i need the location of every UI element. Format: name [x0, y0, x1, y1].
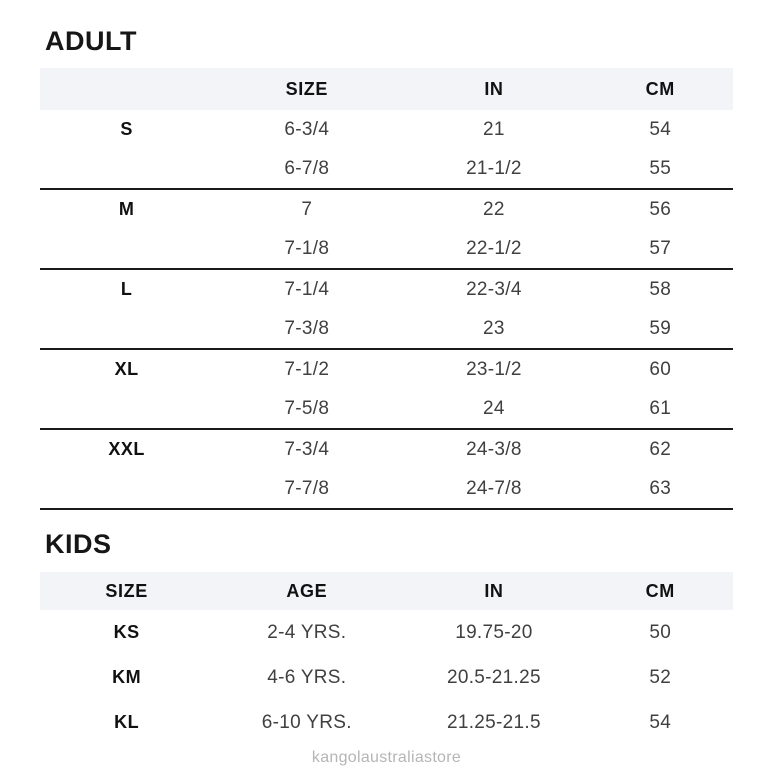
cell-age: 2-4 YRS.	[267, 621, 347, 643]
cell-in: 22	[483, 198, 505, 220]
watermark: kangolaustraliastore	[311, 749, 462, 766]
cell-cm: 57	[649, 237, 672, 259]
cell-cm: 61	[649, 397, 672, 419]
cell-size: 6-7/8	[284, 157, 330, 179]
row-label: L	[120, 279, 133, 299]
row-label: KS	[113, 622, 140, 642]
cell-cm: 55	[649, 157, 672, 179]
cell-in: 24-3/8	[466, 438, 522, 460]
row-label: KL	[114, 712, 140, 732]
size-group-s	[40, 110, 733, 190]
cell-size: 7-3/4	[284, 438, 330, 460]
size-group-xl	[40, 350, 733, 430]
adult-column-header-cm: CM	[645, 78, 675, 99]
cell-size: 7-5/8	[284, 397, 330, 419]
row-label: S	[120, 119, 133, 139]
cell-size: 7-1/2	[284, 358, 330, 380]
row-label: XXL	[108, 439, 145, 459]
cell-in: 22-3/4	[466, 278, 522, 300]
cell-cm: 54	[649, 711, 672, 733]
cell-cm: 50	[649, 621, 672, 643]
cell-in: 22-1/2	[466, 237, 522, 259]
cell-in: 21.25-21.5	[446, 711, 541, 733]
kids-column-header-size: SIZE	[105, 580, 148, 601]
cell-in: 23-1/2	[466, 358, 522, 380]
cell-cm: 62	[649, 438, 672, 460]
table-row	[40, 469, 733, 508]
adult-table-header-row	[40, 68, 733, 110]
table-row	[40, 350, 733, 389]
cell-in: 23	[483, 317, 505, 339]
cell-in: 20.5-21.25	[446, 666, 541, 688]
table-row	[40, 655, 733, 700]
cell-in: 24-7/8	[466, 477, 522, 499]
table-row	[40, 430, 733, 469]
cell-size: 6-3/4	[284, 118, 330, 140]
cell-cm: 58	[649, 278, 672, 300]
table-row	[40, 190, 733, 229]
adult-column-header-size: SIZE	[285, 78, 329, 99]
cell-size: 7-1/4	[284, 278, 330, 300]
kids-column-header-cm: CM	[645, 580, 675, 601]
cell-size: 7-1/8	[284, 237, 330, 259]
row-label: M	[118, 199, 135, 219]
table-row	[40, 610, 733, 655]
table-row	[40, 309, 733, 348]
kids-column-header-in: IN	[484, 580, 504, 601]
cell-size: 7-3/8	[284, 317, 330, 339]
table-row	[40, 110, 733, 149]
size-group-xxl	[40, 430, 733, 510]
adult-column-header-in: IN	[484, 78, 504, 99]
kids-column-header-age: AGE	[286, 580, 328, 601]
cell-size: 7-7/8	[284, 477, 330, 499]
cell-cm: 63	[649, 477, 672, 499]
kids-section-title: KIDS	[45, 529, 112, 559]
cell-in: 24	[483, 397, 505, 419]
cell-size: 7	[301, 198, 313, 220]
cell-cm: 59	[649, 317, 672, 339]
cell-cm: 60	[649, 358, 672, 380]
row-label: XL	[114, 359, 139, 379]
cell-cm: 56	[649, 198, 672, 220]
row-label: KM	[112, 667, 142, 687]
cell-in: 21	[483, 118, 505, 140]
cell-cm: 54	[649, 118, 672, 140]
size-group-m	[40, 190, 733, 270]
cell-in: 19.75-20	[455, 621, 533, 643]
cell-age: 6-10 YRS.	[261, 711, 352, 733]
adult-section-title: ADULT	[45, 26, 137, 56]
table-row	[40, 389, 733, 428]
cell-in: 21-1/2	[466, 157, 522, 179]
table-row	[40, 270, 733, 309]
kids-size-table	[40, 572, 733, 745]
cell-cm: 52	[649, 666, 672, 688]
adult-size-table	[40, 68, 733, 510]
size-group-l	[40, 270, 733, 350]
table-row	[40, 229, 733, 268]
table-row	[40, 700, 733, 745]
cell-age: 4-6 YRS.	[267, 666, 347, 688]
table-row	[40, 149, 733, 188]
kids-table-header-row	[40, 572, 733, 610]
